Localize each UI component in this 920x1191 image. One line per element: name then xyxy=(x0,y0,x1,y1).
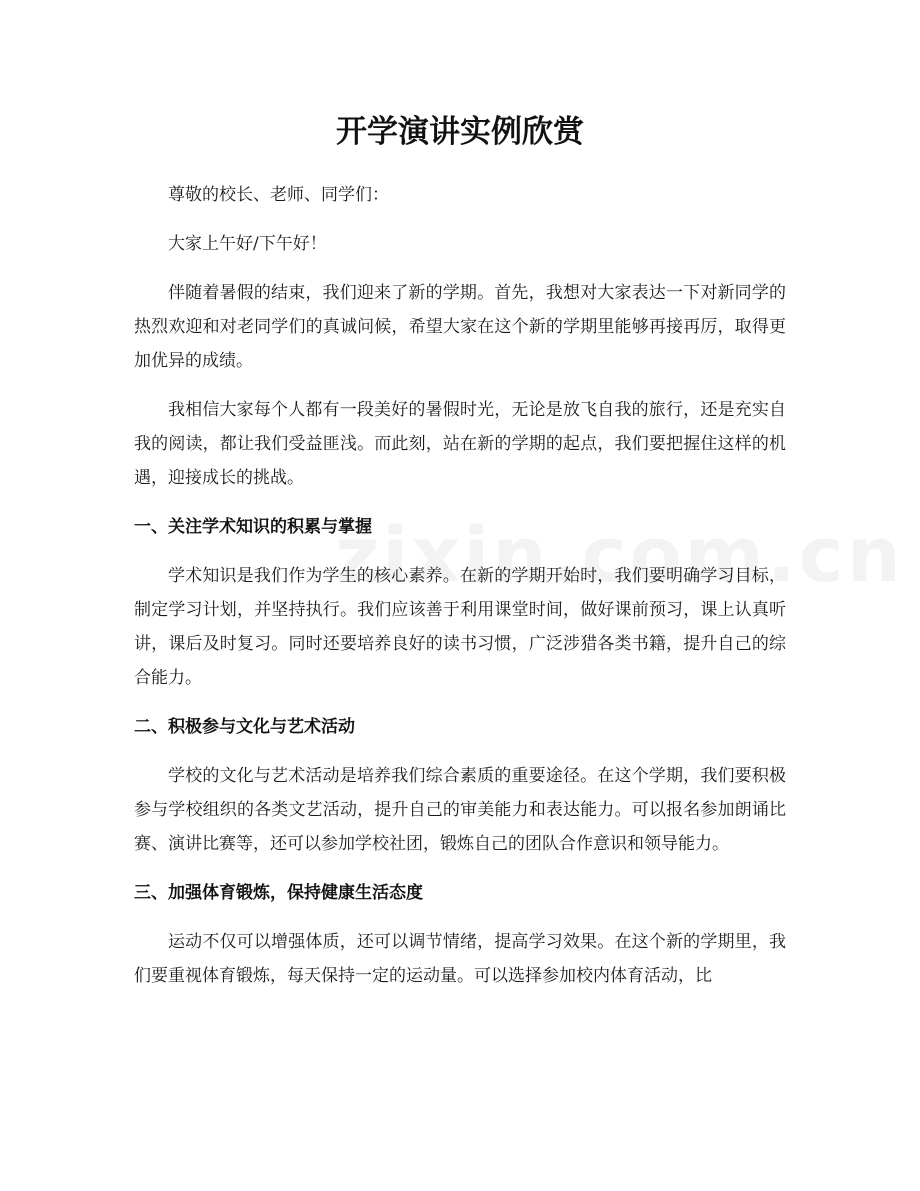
section-paragraph: 学术知识是我们作为学生的核心素养。在新的学期开始时，我们要明确学习目标，制定学习计划，并坚持执行。我们应该善于利用课堂时间，做好课前预习，课上认真听讲，课后及时复习。同时还要培养良好的读书习惯，广泛涉猎各类书籍，提升自己的综合能力。 xyxy=(134,566,786,688)
section-paragraph: 学校的文化与艺术活动是培养我们综合素质的重要途径。在这个学期，我们要积极参与学校组织的各类文艺活动，提升自己的审美能力和表达能力。可以报名参加朗诵比赛、演讲比赛等，还可以参加学校社团，锻炼自己的团队合作意识和领导能力。 xyxy=(134,766,786,854)
document-body xyxy=(134,178,786,1008)
section-heading: 二、积极参与文化与艺术活动 xyxy=(134,717,355,737)
section-heading: 三、加强体育锻炼，保持健康生活态度 xyxy=(134,883,423,903)
intro-paragraph: 伴随着暑假的结束，我们迎来了新的学期。首先，我想对大家表达一下对新同学的热烈欢迎和对老同学们的真诚问候，希望大家在这个新的学期里能够再接再厉，取得更加优异的成绩。 xyxy=(134,283,786,371)
intro-paragraph: 我相信大家每个人都有一段美好的暑假时光，无论是放飞自我的旅行，还是充实自我的阅读，都让我们受益匪浅。而此刻，站在新的学期的起点，我们要把握住这样的机遇，迎接成长的挑战。 xyxy=(134,400,786,488)
salutation-paragraph: 大家上午好/下午好！ xyxy=(168,234,327,254)
section-heading: 一、关注学术知识的积累与掌握 xyxy=(134,517,372,537)
page-title: 开学演讲实例欣赏 xyxy=(336,114,584,150)
section-paragraph: 运动不仅可以增强体质，还可以调节情绪，提高学习效果。在这个新的学期里，我们要重视体育锻炼，每天保持一定的运动量。可以选择参加校内体育活动，比 xyxy=(134,932,786,986)
greeting-paragraph: 尊敬的校长、老师、同学们： xyxy=(168,185,389,205)
